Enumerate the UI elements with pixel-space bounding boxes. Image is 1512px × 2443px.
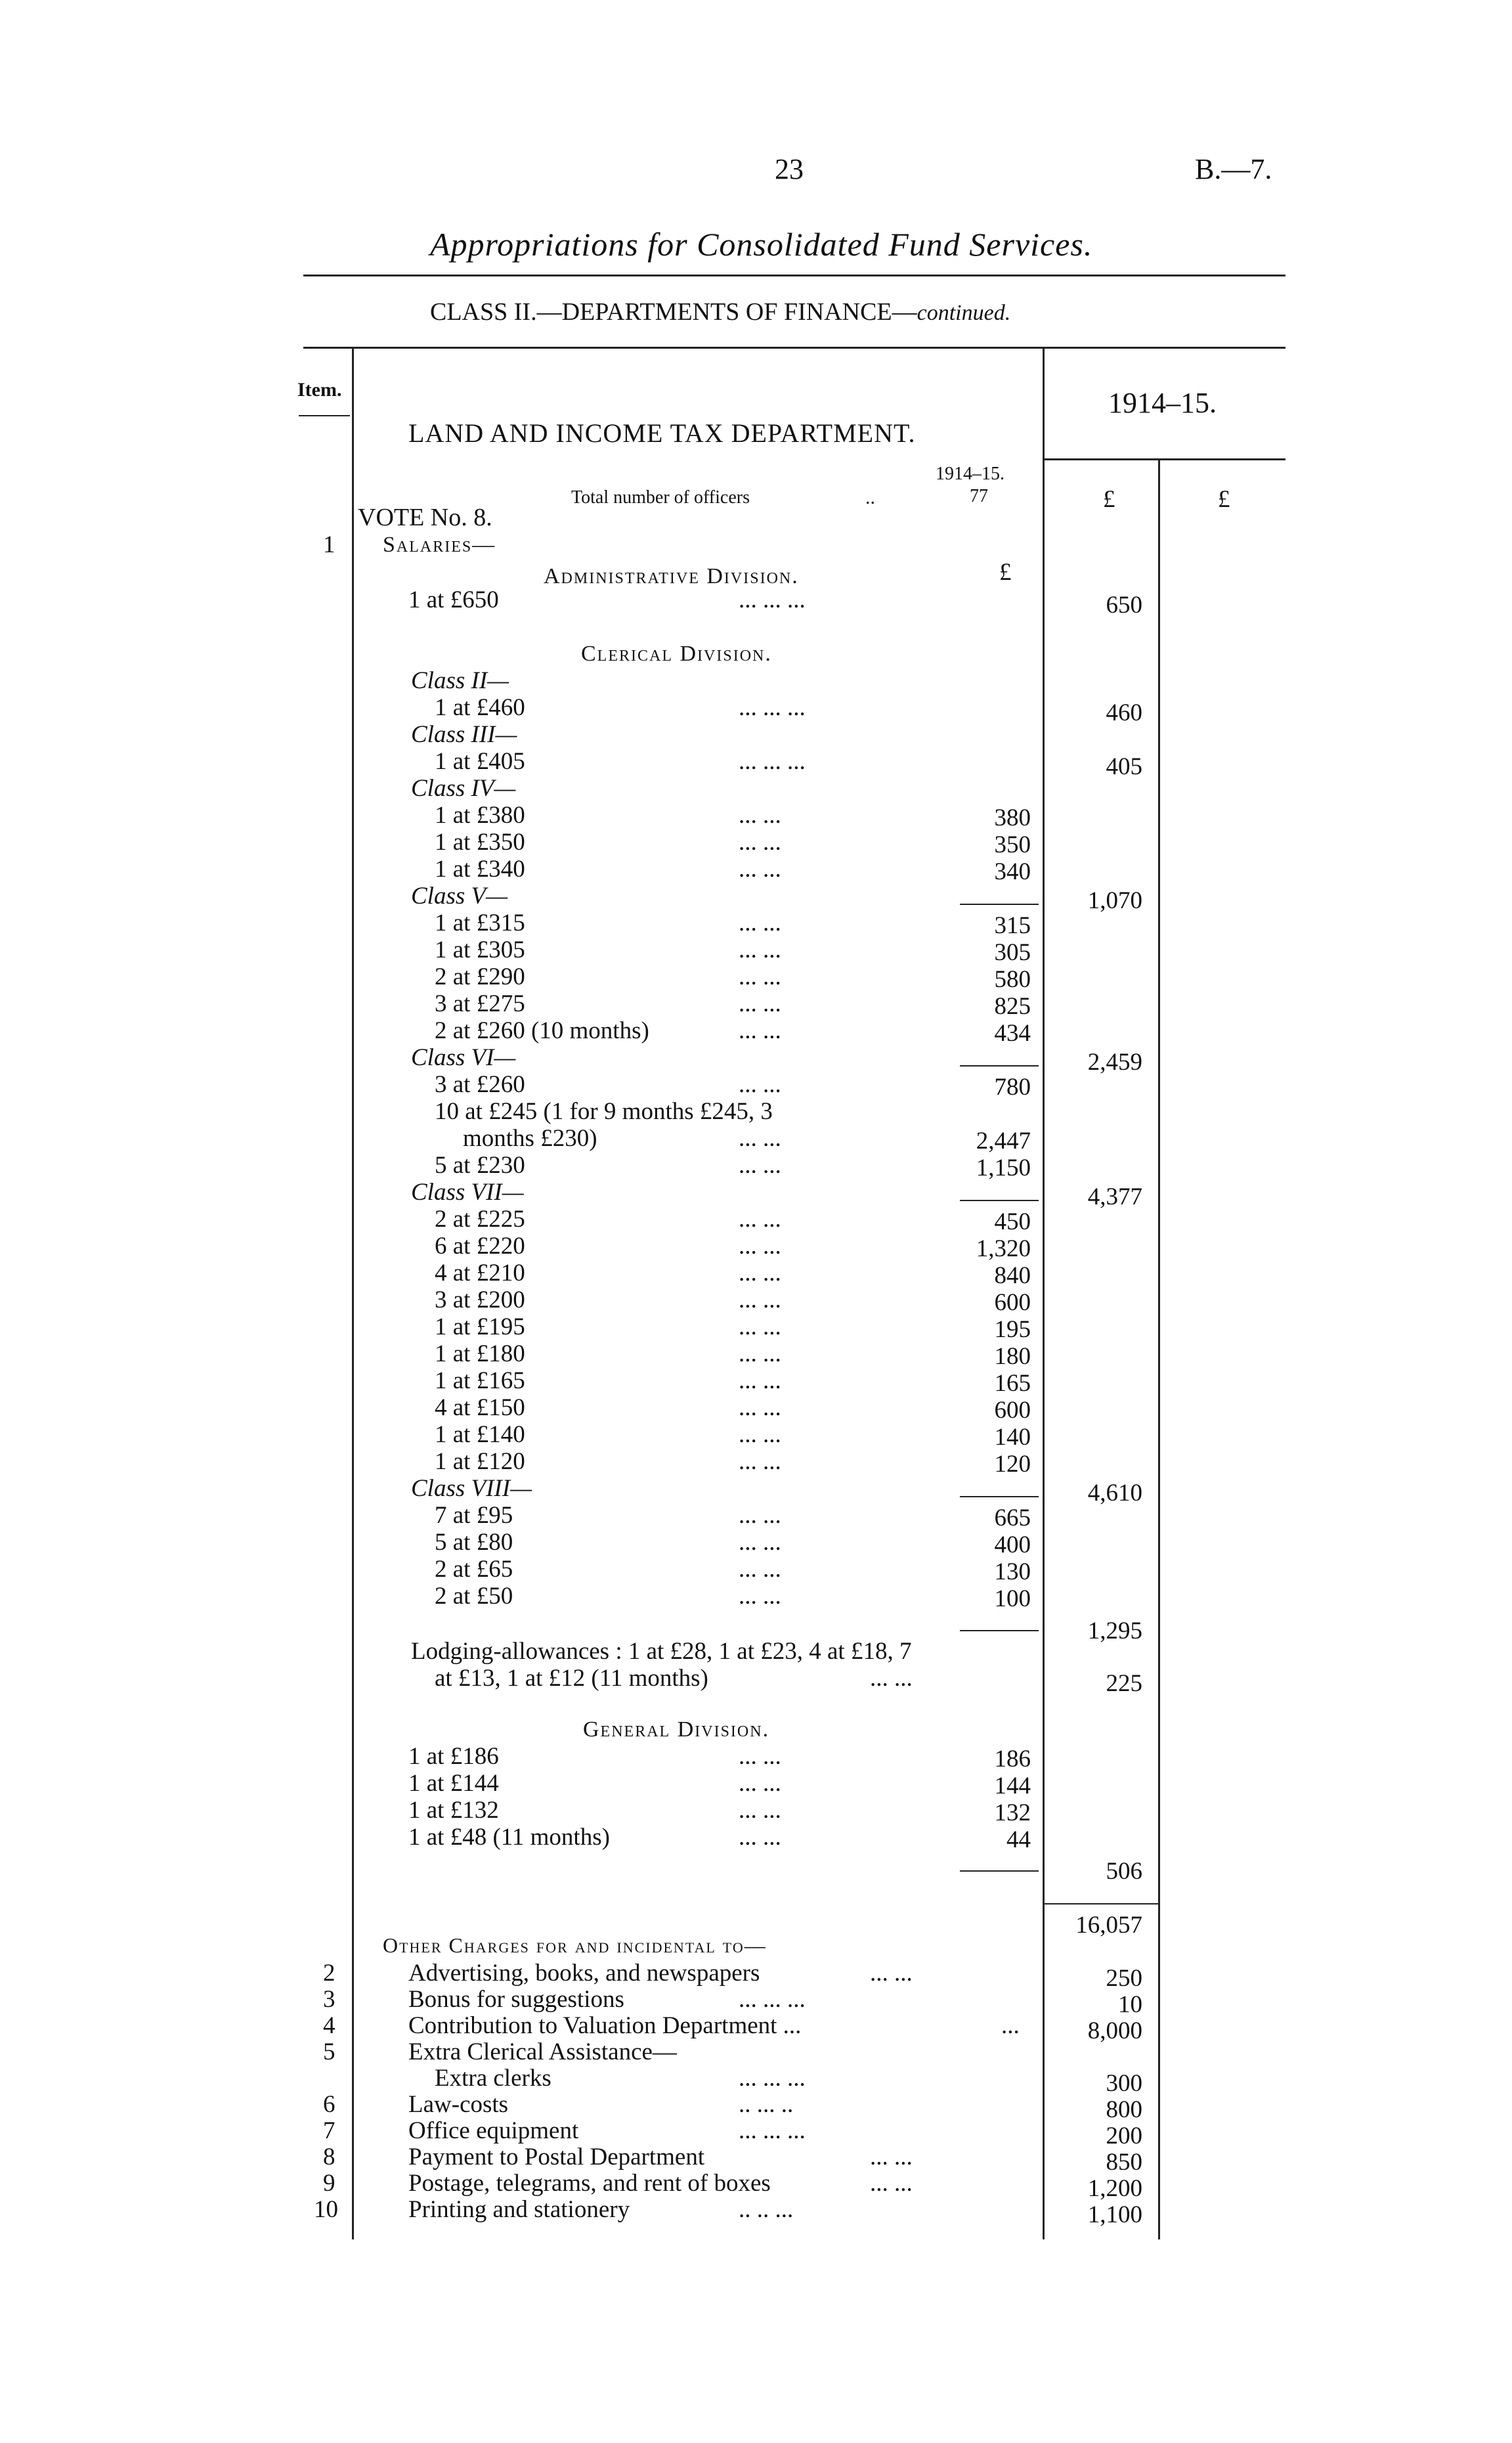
other-charge-amount: 800	[1106, 2096, 1142, 2123]
document-reference: B.—7.	[1195, 153, 1272, 185]
class-vii-row-dots: ... ...	[739, 1394, 781, 1421]
class-iii-total: 405	[1106, 753, 1142, 780]
other-charge-dots: ... ...	[870, 2144, 913, 2170]
year-column-header: 1914–15.	[1108, 387, 1217, 419]
class-iv-total: 1,070	[1087, 887, 1142, 914]
class-v-row-dots: ... ...	[739, 1017, 781, 1044]
general-subtotal-rule	[960, 1870, 1039, 1872]
class-vii-row-desc: 4 at £210	[435, 1260, 525, 1287]
class-v-row-amount: 305	[994, 939, 1031, 966]
class-vii-row-desc: 1 at £195	[435, 1313, 525, 1340]
class-heading-main: CLASS II.—DEPARTMENTS OF FINANCE—	[430, 298, 917, 326]
general-total: 506	[1106, 1858, 1142, 1885]
class-vii-row-amount: 140	[994, 1424, 1031, 1451]
other-charge-amount: 8,000	[1087, 2017, 1142, 2044]
class-v-row-dots: ... ...	[739, 963, 781, 990]
lodging-line1: Lodging-allowances : 1 at £28, 1 at £23, 4 at £18, 7	[411, 1638, 912, 1665]
class-viii-total: 1,295	[1087, 1618, 1142, 1644]
other-charge-desc: Law-costs	[408, 2091, 509, 2118]
general-row-dots: ... ...	[739, 1824, 781, 1851]
administrative-total: 650	[1106, 592, 1142, 619]
item-column-header: Item.	[297, 379, 342, 401]
lodging-line2: at £13, 1 at £12 (11 months)	[435, 1665, 708, 1692]
class-vi-subtotal-rule	[960, 1200, 1039, 1201]
class-ii-line: 1 at £460	[435, 694, 525, 721]
other-charge-dots: ... ...	[870, 2170, 913, 2197]
class-iv-row-dots: ... ...	[739, 856, 781, 883]
class-ii-label: Class II—	[411, 667, 509, 694]
general-row-desc: 1 at £132	[408, 1797, 499, 1824]
class-vii-row-dots: ... ...	[739, 1421, 781, 1448]
class-iv-row-desc: 1 at £340	[435, 856, 525, 883]
other-charge-amount: 300	[1106, 2070, 1142, 2097]
class-vii-row-amount: 600	[994, 1289, 1031, 1316]
other-charge-desc: Postage, telegrams, and rent of boxes	[408, 2170, 771, 2197]
officers-label: Total number of officers	[571, 487, 750, 508]
salaries-heading: Salaries—	[383, 533, 496, 557]
class-vi-row-dots: ... ...	[739, 1152, 781, 1179]
class-vii-row-desc: 6 at £220	[435, 1233, 525, 1260]
class-vii-label: Class VII—	[411, 1179, 524, 1206]
class-vi-row-dots: ... ...	[739, 1071, 781, 1098]
class-iii-line: 1 at £405	[435, 748, 525, 775]
class-v-row-desc: 1 at £315	[435, 910, 525, 936]
class-v-row-amount: 315	[994, 912, 1031, 939]
class-heading-suffix: continued.	[917, 301, 1011, 325]
pound-sign-b: £	[1218, 486, 1230, 513]
class-vii-subtotal-rule	[960, 1496, 1039, 1497]
class-vi-row-amount: 1,150	[976, 1155, 1031, 1181]
page-title: Appropriations for Consolidated Fund Services.	[430, 226, 1093, 263]
other-charge-desc: Contribution to Valuation Department ...	[408, 2012, 802, 2039]
class-viii-row-amount: 100	[994, 1585, 1031, 1612]
class-iv-subtotal-rule	[960, 904, 1039, 905]
class-viii-subtotal-rule	[960, 1630, 1039, 1631]
general-row-amount: 44	[1006, 1826, 1031, 1853]
title-rule	[303, 275, 1285, 276]
class-vii-row-desc: 1 at £180	[435, 1340, 525, 1367]
general-row-desc: 1 at £48 (11 months)	[408, 1824, 610, 1851]
general-row-dots: ... ...	[739, 1797, 781, 1824]
general-row-amount: 144	[994, 1772, 1031, 1799]
class-iii-label: Class III—	[411, 721, 517, 748]
class-viii-row-desc: 7 at £95	[435, 1502, 513, 1529]
pound-sign-a: £	[1103, 486, 1115, 513]
other-charge-item-number: 10	[314, 2196, 338, 2223]
other-charge-item-number: 6	[323, 2091, 335, 2118]
other-charge-item-number: 5	[323, 2038, 335, 2065]
class-vii-row-amount: 840	[994, 1262, 1031, 1289]
pound-sign-detail: £	[999, 559, 1012, 586]
class-v-row-desc: 1 at £305	[435, 936, 525, 963]
class-v-row-desc: 3 at £275	[435, 990, 525, 1017]
other-charge-desc: Bonus for suggestions	[408, 1986, 624, 2013]
class-vii-row-dots: ... ...	[739, 1206, 781, 1233]
officers-dots: ..	[865, 487, 875, 508]
class-v-row-dots: ... ...	[739, 936, 781, 963]
other-charge-desc: Extra Clerical Assistance—	[408, 2038, 677, 2065]
class-vi-row-desc: 3 at £260	[435, 1071, 525, 1098]
other-charge-item-number: 7	[323, 2117, 335, 2144]
lodging-dots: ... ...	[870, 1665, 913, 1692]
class-vi-total: 4,377	[1087, 1183, 1142, 1210]
class-vii-row-dots: ... ...	[739, 1287, 781, 1313]
other-charge-dots: ... ... ...	[739, 2065, 806, 2092]
class-vi-row-desc: 5 at £230	[435, 1152, 525, 1179]
other-charge-amount: 1,100	[1087, 2201, 1142, 2228]
other-charge-desc: Payment to Postal Department	[408, 2144, 705, 2170]
general-row-desc: 1 at £186	[408, 1743, 499, 1770]
class-vi-row2-amount: 2,447	[976, 1128, 1031, 1155]
other-charge-item-number: 4	[323, 2012, 335, 2039]
page-number: 23	[775, 153, 804, 185]
class-vii-row-dots: ... ...	[739, 1448, 781, 1475]
clerical-heading: Clerical Division.	[581, 642, 772, 666]
class-vii-row-desc: 1 at £140	[435, 1421, 525, 1448]
class-vii-row-dots: ... ...	[739, 1313, 781, 1340]
class-v-subtotal-rule	[960, 1065, 1039, 1067]
other-charge-desc: Office equipment	[408, 2117, 579, 2144]
other-charge-amount: 10	[1118, 1991, 1142, 2018]
class-viii-row-dots: ... ...	[739, 1556, 781, 1583]
department-title: LAND AND INCOME TAX DEPARTMENT.	[408, 418, 916, 448]
class-vii-row-desc: 1 at £120	[435, 1448, 525, 1475]
class-v-row-amount: 434	[994, 1020, 1031, 1047]
amount-column-divider	[1043, 348, 1045, 2239]
administrative-line: 1 at £650	[408, 586, 499, 613]
general-heading: General Division.	[583, 1717, 770, 1742]
class-v-row-dots: ... ...	[739, 910, 781, 936]
other-charge-dots: ... ... ...	[739, 2117, 806, 2144]
class-v-total: 2,459	[1087, 1049, 1142, 1076]
class-v-label: Class V—	[411, 883, 508, 910]
lodging-total: 225	[1106, 1670, 1142, 1697]
other-charge-amount: 250	[1106, 1965, 1142, 1992]
class-viii-row-amount: 665	[994, 1505, 1031, 1531]
class-iv-row-dots: ... ...	[739, 829, 781, 856]
class-iv-row-desc: 1 at £350	[435, 829, 525, 856]
class-vii-row-amount: 195	[994, 1316, 1031, 1343]
class-vi-label: Class VI—	[411, 1044, 516, 1071]
vote-number: VOTE No. 8.	[358, 504, 492, 531]
item-header-rule	[299, 415, 350, 416]
class-vii-row-desc: 4 at £150	[435, 1394, 525, 1421]
table-top-rule	[303, 347, 1285, 349]
class-viii-row-amount: 400	[994, 1531, 1031, 1558]
item-column-divider	[352, 348, 354, 2239]
class-viii-row-amount: 130	[994, 1558, 1031, 1585]
class-iii-dots: ... ... ...	[739, 748, 806, 775]
class-vii-row-desc: 2 at £225	[435, 1206, 525, 1233]
class-viii-row-dots: ... ...	[739, 1583, 781, 1610]
other-charge-item-number: 3	[323, 1986, 335, 2013]
class-iv-row-dots: ... ...	[739, 802, 781, 829]
class-heading	[430, 299, 1010, 326]
class-iv-row-amount: 340	[994, 858, 1031, 885]
other-charge-amount: 200	[1106, 2123, 1142, 2149]
other-charge-dots: ...	[1001, 2012, 1020, 2039]
class-iv-label: Class IV—	[411, 775, 516, 802]
other-charge-dots: ... ...	[870, 1960, 913, 1987]
officers-count: 77	[970, 486, 988, 506]
class-v-row-desc: 2 at £290	[435, 963, 525, 990]
class-vi-row2-dots: ... ...	[739, 1125, 781, 1152]
class-viii-row-dots: ... ...	[739, 1502, 781, 1529]
general-row-dots: ... ...	[739, 1770, 781, 1797]
class-vii-row-dots: ... ...	[739, 1260, 781, 1287]
class-vii-row-dots: ... ...	[739, 1233, 781, 1260]
general-row-dots: ... ...	[739, 1743, 781, 1770]
other-charge-dots: ... ... ...	[739, 1986, 806, 2013]
other-charge-item-number: 9	[323, 2170, 335, 2197]
class-vi-row2-line1: 10 at £245 (1 for 9 months £245, 3	[435, 1098, 773, 1125]
class-vii-row-dots: ... ...	[739, 1340, 781, 1367]
other-charge-dots: .. ... ..	[739, 2091, 794, 2118]
general-row-amount: 186	[994, 1746, 1031, 1772]
class-v-row-dots: ... ...	[739, 990, 781, 1017]
class-vi-row2-line2: months £230)	[463, 1125, 597, 1152]
salaries-item-number: 1	[323, 531, 335, 558]
class-iv-row-desc: 1 at £380	[435, 802, 525, 829]
general-row-amount: 132	[994, 1799, 1031, 1826]
other-charge-dots: .. .. ...	[739, 2196, 794, 2223]
general-row-desc: 1 at £144	[408, 1770, 499, 1797]
class-vii-row-amount: 1,320	[976, 1235, 1031, 1262]
class-ii-total: 460	[1106, 699, 1142, 726]
class-ii-dots: ... ... ...	[739, 694, 806, 721]
other-charge-desc: Extra clerks	[435, 2065, 551, 2092]
class-vii-row-amount: 180	[994, 1343, 1031, 1370]
class-viii-row-dots: ... ...	[739, 1529, 781, 1556]
class-vii-row-amount: 120	[994, 1451, 1031, 1478]
class-v-row-amount: 825	[994, 993, 1031, 1020]
class-iv-row-amount: 350	[994, 831, 1031, 858]
class-vii-row-desc: 3 at £200	[435, 1287, 525, 1313]
officers-year: 1914–15.	[936, 464, 1004, 484]
class-v-row-desc: 2 at £260 (10 months)	[435, 1017, 649, 1044]
salaries-total: 16,057	[1075, 1912, 1142, 1939]
class-iv-row-amount: 380	[994, 804, 1031, 831]
class-vi-row-amount: 780	[994, 1074, 1031, 1101]
class-viii-label: Class VIII—	[411, 1475, 532, 1502]
class-vii-total: 4,610	[1087, 1480, 1142, 1507]
other-charge-desc: Advertising, books, and newspapers	[408, 1960, 760, 1987]
class-vii-row-amount: 450	[994, 1208, 1031, 1235]
class-vii-row-amount: 600	[994, 1397, 1031, 1424]
class-v-row-amount: 580	[994, 966, 1031, 993]
other-charge-desc: Printing and stationery	[408, 2196, 630, 2223]
class-viii-row-desc: 2 at £65	[435, 1556, 513, 1583]
administrative-dots: ... ... ...	[739, 586, 806, 613]
year-header-rule	[1043, 458, 1285, 460]
other-charge-item-number: 8	[323, 2144, 335, 2170]
pound-column-divider	[1158, 460, 1160, 2239]
other-charge-amount: 1,200	[1087, 2175, 1142, 2202]
class-vii-row-dots: ... ...	[739, 1367, 781, 1394]
salaries-total-rule	[1043, 1903, 1158, 1904]
class-vii-row-amount: 165	[994, 1370, 1031, 1397]
class-viii-row-desc: 5 at £80	[435, 1529, 513, 1556]
other-charges-heading: Other Charges for and incidental to—	[383, 1933, 767, 1957]
other-charge-amount: 850	[1106, 2149, 1142, 2176]
class-viii-row-desc: 2 at £50	[435, 1583, 513, 1610]
class-vii-row-desc: 1 at £165	[435, 1367, 525, 1394]
other-charge-item-number: 2	[323, 1960, 335, 1987]
administrative-heading: Administrative Division.	[544, 564, 799, 588]
